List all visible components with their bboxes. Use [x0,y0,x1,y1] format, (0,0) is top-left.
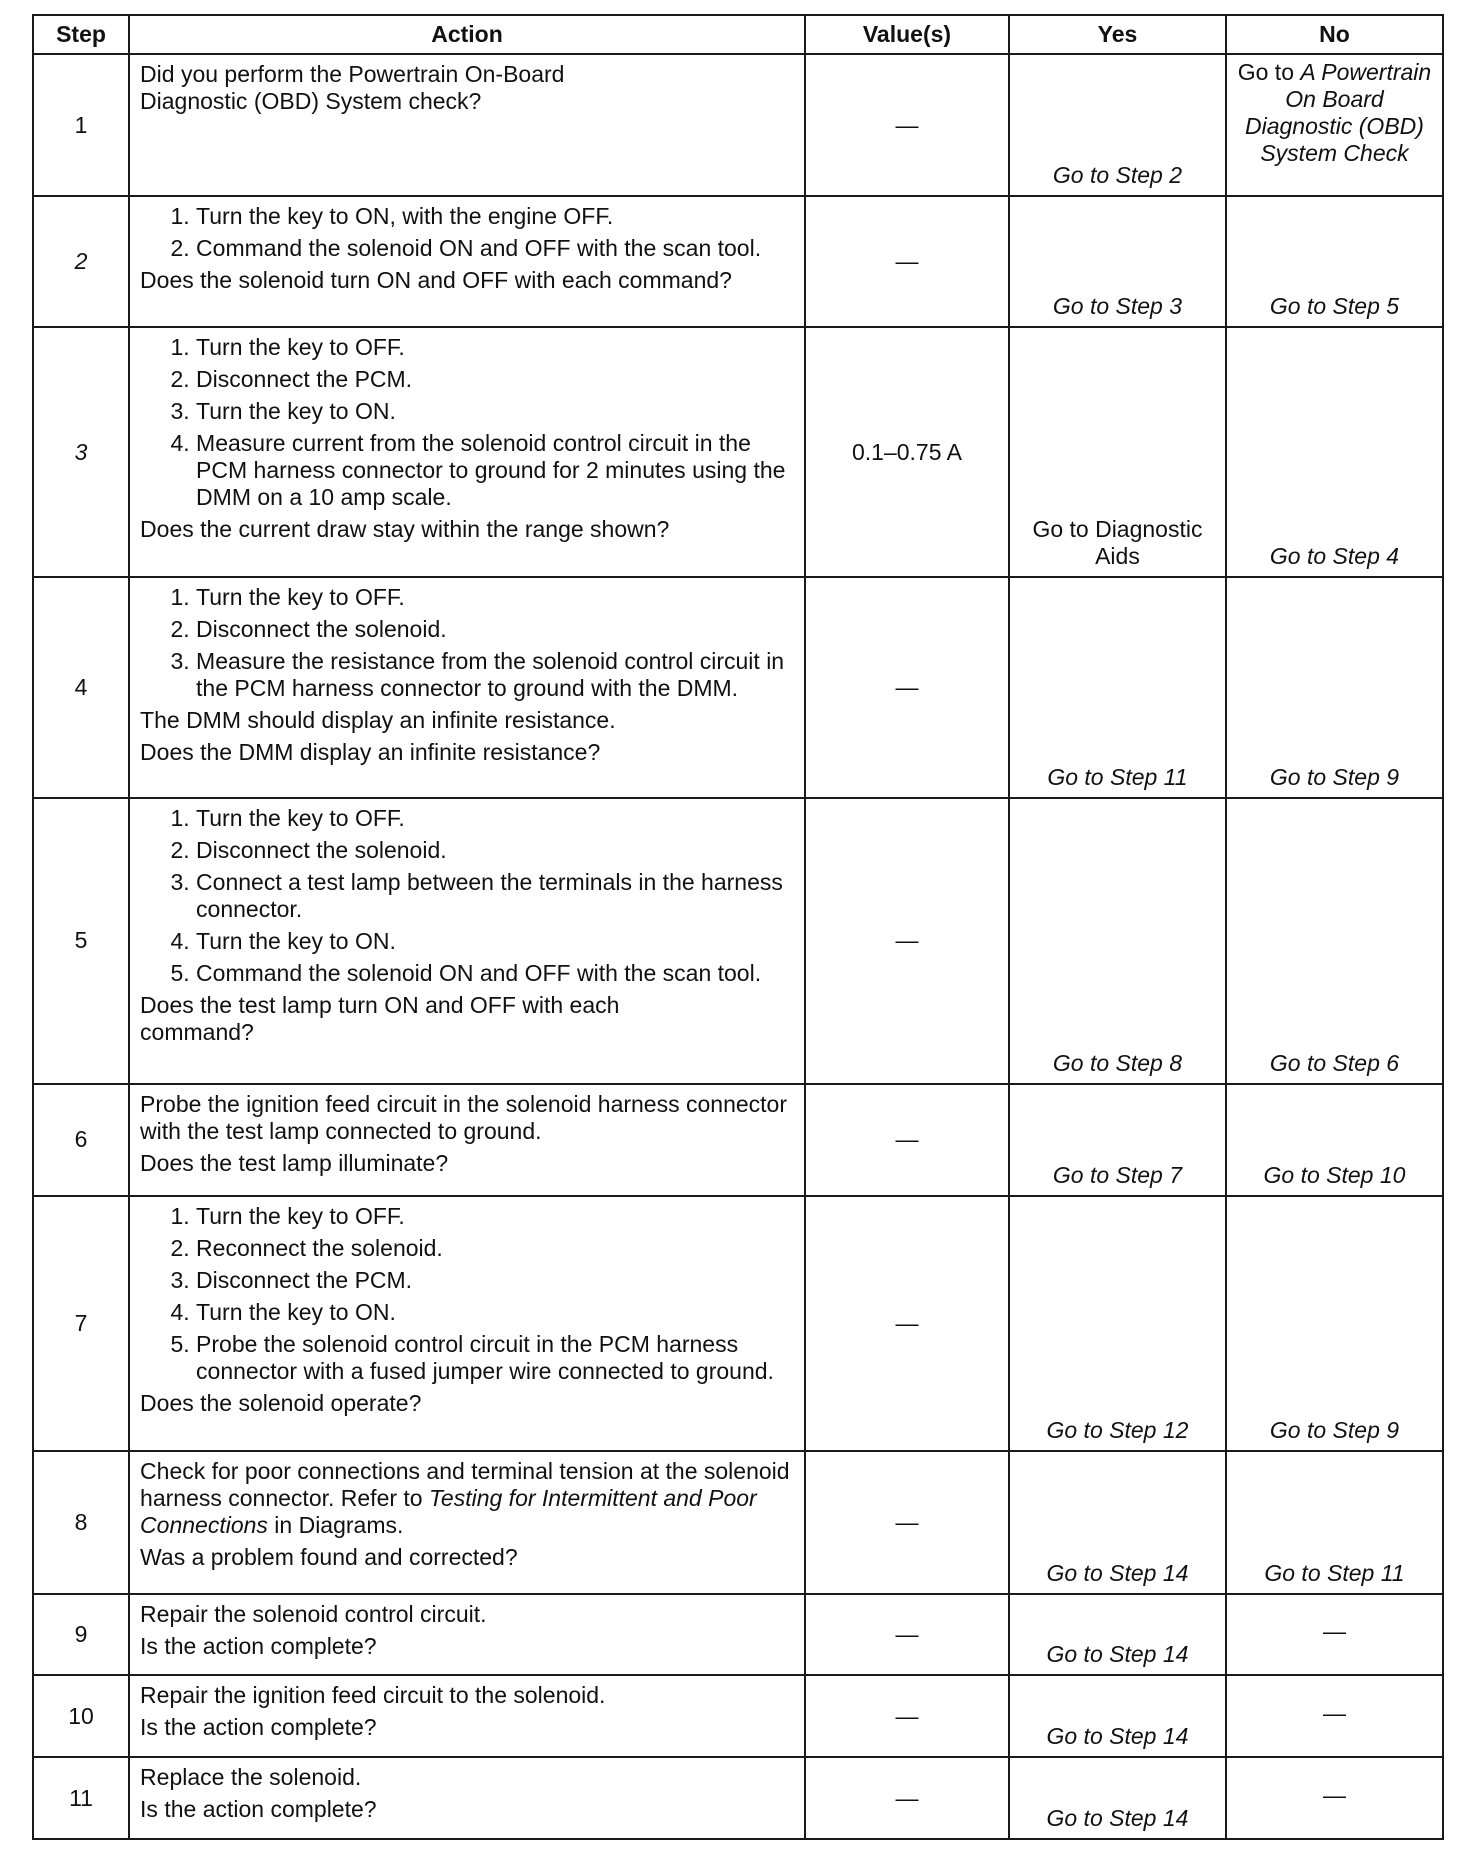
action-question: Does the test lamp illuminate? [140,1149,449,1176]
value-cell: 0.1–0.75 A [805,327,1009,577]
action-cell [129,54,805,196]
action-cell [129,798,805,1084]
action-cell [129,1196,805,1451]
no-cell: Go to Step 6 [1226,798,1443,1084]
action-text-main: Check for poor connections and terminal tension at the solenoid harness connector. Refer to [140,1458,790,1512]
list-item: 2. Disconnect the solenoid. [196,616,794,643]
table-row [33,798,1443,1084]
table-row [33,577,1443,798]
list-item: 3. Turn the key to ON. [196,398,794,425]
list-item: 1. Turn the key to OFF. [196,805,794,832]
action-question: Is the action complete? [140,1714,377,1741]
table-row [33,1757,1443,1839]
no-cell: — [1226,1757,1443,1839]
action-question: Does the solenoid operate? [140,1389,422,1416]
list-item: 2. Disconnect the solenoid. [196,837,794,864]
no-cell: Go to Step 9 [1226,1196,1443,1451]
action-question: Did you perform the Powertrain On-Board Diagnostic (OBD) System check? [140,61,565,114]
list-item: 2. Command the solenoid ON and OFF with the scan tool. [196,235,794,262]
value-cell: — [805,54,1009,196]
list-item: 1. Turn the key to OFF. [196,1203,794,1230]
action-list [140,805,794,987]
yes-cell: Go to Step 14 [1009,1757,1226,1839]
table-row [33,54,1443,196]
action-cell [129,1757,805,1839]
action-cell [129,1675,805,1757]
table-row [33,1196,1443,1451]
value-cell: — [805,1675,1009,1757]
yes-cell: Go to Step 2 [1009,54,1226,196]
value-cell: — [805,1757,1009,1839]
header-step: Step [33,15,129,54]
no-reference: A Powertrain On Board Diagnostic (OBD) System Check [1245,59,1432,166]
no-cell: Go to Step 11 [1226,1451,1443,1593]
step-number: 2 [33,196,129,327]
list-item: 3. Measure the resistance from the solenoid control circuit in the PCM harness connector to ground with the DMM. [196,648,794,702]
table-row [33,1675,1443,1757]
action-text: Repair the ignition feed circuit to the solenoid. [140,1682,606,1709]
list-item: 2. Disconnect the PCM. [196,366,794,393]
no-cell [1226,54,1443,196]
header-yes: Yes [1009,15,1226,54]
value-cell: — [805,1594,1009,1676]
action-cell [129,327,805,577]
yes-cell: Go to Step 14 [1009,1594,1226,1676]
list-item: 5. Command the solenoid ON and OFF with the scan tool. [196,960,794,987]
action-question: Does the solenoid turn ON and OFF with each command? [140,267,732,294]
step-number: 7 [33,1196,129,1451]
no-prefix: Go to [1237,59,1301,85]
step-number: 6 [33,1084,129,1196]
list-item: 1. Turn the key to ON, with the engine OFF. [196,203,794,230]
action-list [140,1203,794,1385]
no-cell: — [1226,1594,1443,1676]
table-row [33,327,1443,577]
list-item: 4. Turn the key to ON. [196,928,794,955]
action-list [140,203,794,262]
action-text-tail: in Diagrams. [267,1512,404,1539]
no-cell: Go to Step 5 [1226,196,1443,327]
action-cell [129,1451,805,1593]
table-row [33,1084,1443,1196]
yes-cell: Go to Diagnostic Aids [1009,327,1226,577]
action-text: Probe the ignition feed circuit in the solenoid harness connector with the test lamp connected to ground. [140,1090,788,1144]
step-number: 8 [33,1451,129,1593]
action-question: Does the current draw stay within the range shown? [140,516,670,543]
step-number: 3 [33,327,129,577]
value-cell: — [805,798,1009,1084]
list-item: 4. Measure current from the solenoid control circuit in the PCM harness connector to ground for 2 minutes using the DMM on a 10 amp scale. [196,430,794,511]
yes-cell: Go to Step 14 [1009,1675,1226,1757]
action-text: Replace the solenoid. [140,1764,362,1791]
yes-cell: Go to Step 11 [1009,577,1226,798]
table-row [33,196,1443,327]
action-question: Does the DMM display an infinite resistance? [140,739,601,766]
no-cell: Go to Step 9 [1226,577,1443,798]
action-cell [129,196,805,327]
action-question: Is the action complete? [140,1632,377,1659]
action-note: The DMM should display an infinite resistance. [140,707,616,734]
value-cell: — [805,196,1009,327]
list-item: 3. Connect a test lamp between the terminals in the harness connector. [196,869,794,923]
step-number: 10 [33,1675,129,1757]
header-no: No [1226,15,1443,54]
list-item: 1. Turn the key to OFF. [196,334,794,361]
value-cell: — [805,577,1009,798]
no-cell: Go to Step 10 [1226,1084,1443,1196]
value-cell: — [805,1451,1009,1593]
action-cell [129,1084,805,1196]
yes-cell: Go to Step 3 [1009,196,1226,327]
step-number: 5 [33,798,129,1084]
list-item: 4. Turn the key to ON. [196,1299,794,1326]
yes-cell: Go to Step 12 [1009,1196,1226,1451]
no-cell: — [1226,1675,1443,1757]
list-item: 3. Disconnect the PCM. [196,1267,794,1294]
step-number: 4 [33,577,129,798]
table-row [33,1594,1443,1676]
yes-cell: Go to Step 7 [1009,1084,1226,1196]
action-text: Repair the solenoid control circuit. [140,1600,487,1627]
action-cell [129,577,805,798]
action-text [140,1458,794,1539]
header-row [33,15,1443,54]
action-question: Does the test lamp turn ON and OFF with each command? [140,992,620,1045]
no-cell: Go to Step 4 [1226,327,1443,577]
action-list [140,584,794,702]
header-values: Value(s) [805,15,1009,54]
action-list [140,334,794,511]
value-cell: — [805,1196,1009,1451]
action-question: Was a problem found and corrected? [140,1544,518,1571]
value-cell: — [805,1084,1009,1196]
step-number: 1 [33,54,129,196]
action-cell [129,1594,805,1676]
yes-cell: Go to Step 14 [1009,1451,1226,1593]
step-number: 11 [33,1757,129,1839]
list-item: 5. Probe the solenoid control circuit in the PCM harness connector with a fused jumper wire connected to ground. [196,1331,794,1385]
list-item: 2. Reconnect the solenoid. [196,1235,794,1262]
header-action: Action [129,15,805,54]
diagnostic-table [32,14,1444,1840]
step-number: 9 [33,1594,129,1676]
action-question: Is the action complete? [140,1796,377,1823]
list-item: 1. Turn the key to OFF. [196,584,794,611]
yes-cell: Go to Step 8 [1009,798,1226,1084]
table-row [33,1451,1443,1593]
reference-title: Testing for Intermittent and Poor Connections [140,1485,757,1539]
